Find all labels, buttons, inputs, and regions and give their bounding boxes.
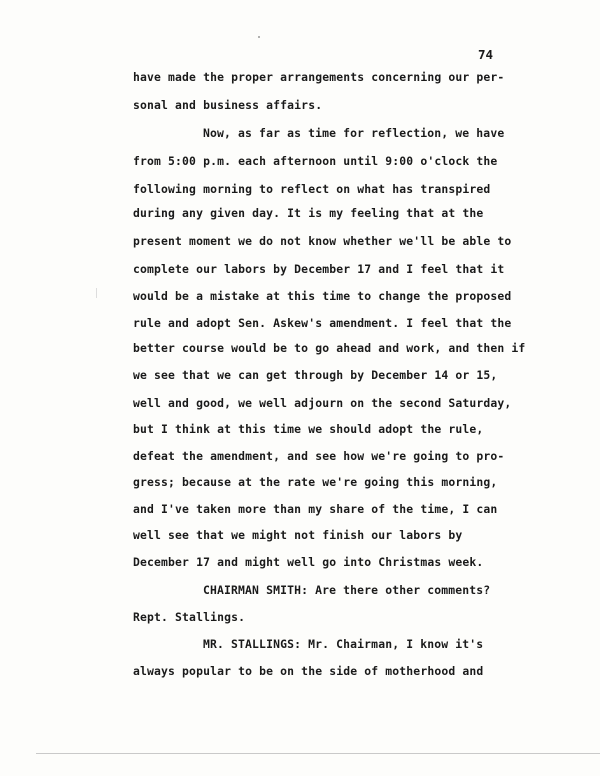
text-line: defeat the amendment, and see how we're going to pro-	[133, 449, 505, 463]
text-line: during any given day. It is my feeling that at the	[133, 206, 484, 220]
text-line: from 5:00 p.m. each afternoon until 9:00 o'clock the	[133, 154, 498, 168]
text-line: we see that we can get through by December 14 or 15,	[133, 368, 498, 382]
text-line: well see that we might not finish our labors by	[133, 528, 463, 542]
speaker-line: MR. STALLINGS: Mr. Chairman, I know it's	[203, 637, 484, 651]
speaker-line: CHAIRMAN SMITH: Are there other comments?	[203, 583, 491, 597]
text-line: well and good, we well adjourn on the second Saturday,	[133, 396, 512, 410]
scan-speck	[258, 36, 260, 38]
text-line: and I've taken more than my share of the time, I can	[133, 502, 498, 516]
text-line: rule and adopt Sen. Askew's amendment. I feel that the	[133, 316, 512, 330]
scan-mark	[96, 288, 97, 298]
text-line: following morning to reflect on what has transpired	[133, 182, 491, 196]
page-number: 74	[478, 47, 494, 62]
text-line: have made the proper arrangements concerning our per-	[133, 70, 505, 84]
text-line: always popular to be on the side of motherhood and	[133, 664, 484, 678]
text-line: better course would be to go ahead and work, and then if	[133, 341, 526, 355]
text-line: present moment we do not know whether we'll be able to	[133, 234, 512, 248]
text-line: December 17 and might well go into Christmas week.	[133, 555, 484, 569]
text-line: complete our labors by December 17 and I feel that it	[133, 262, 505, 276]
text-line: but I think at this time we should adopt the rule,	[133, 422, 484, 436]
text-line: Rept. Stallings.	[133, 610, 246, 624]
text-line: would be a mistake at this time to change the proposed	[133, 289, 512, 303]
text-line: sonal and business affairs.	[133, 98, 323, 112]
text-line: gress; because at the rate we're going this morning,	[133, 475, 498, 489]
footer-rule	[36, 753, 600, 754]
text-line: Now, as far as time for reflection, we have	[203, 126, 505, 140]
